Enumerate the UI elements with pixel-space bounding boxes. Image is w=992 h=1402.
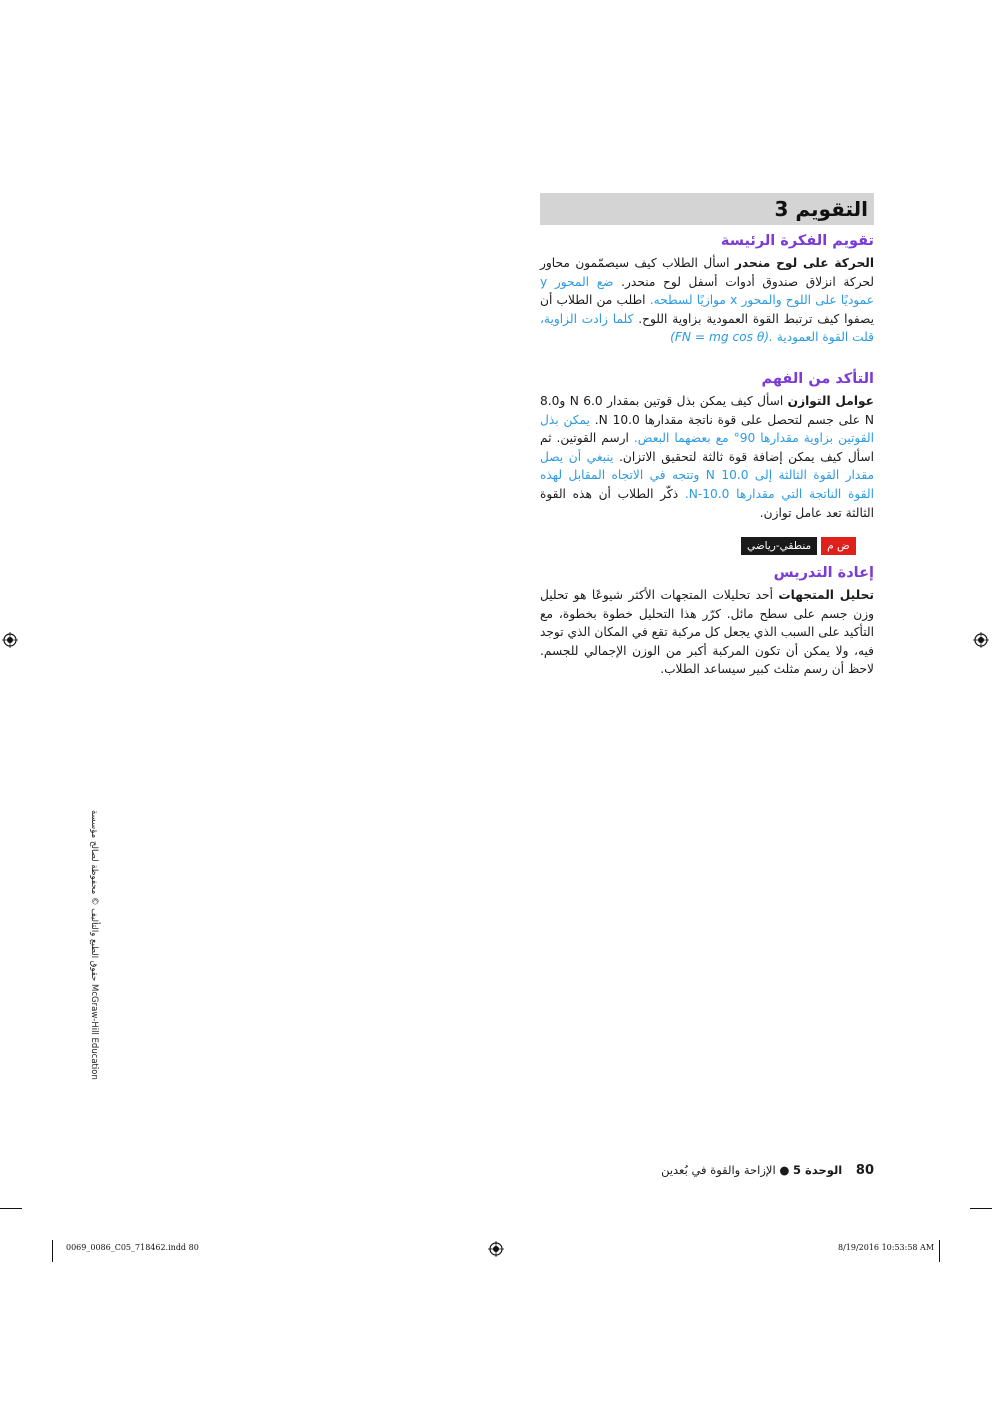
section-banner [540,193,874,225]
copyright-sidebar [89,810,109,1110]
check-understanding-heading: التأكد من الفهم [761,371,874,387]
registration-mark-icon [973,632,989,648]
reteach-term: تحليل المتجهات [778,588,874,602]
normal-force-formula: (FN = mg cos θ). [670,330,773,345]
unit-title: الإزاحة والقوة في بُعدين [661,1163,776,1177]
registration-mark-icon [488,1241,504,1257]
check-understanding-section [540,369,874,522]
section-title: التقويم 3 [774,197,868,221]
unit-label: الوحدة 5 [793,1163,843,1177]
main-idea-answer-2: كلما زادت الزاوية، قلت القوة العمودية [540,311,874,345]
learning-style-tags [741,537,856,555]
print-timestamp: 8/19/2016 10:53:58 AM [838,1243,935,1252]
main-idea-text-2: اطلب من الطلاب أن يصفوا كيف ترتبط القوة العمودية بزاوية اللوح. [540,293,874,326]
logical-math-tag: منطقي-رياضي [741,537,817,555]
check-understanding-term: عوامل التوازن [787,394,874,408]
main-idea-answer-1: ضع المحور y عموديًا على اللوح والمحور x موازيًا لسطحه. [540,274,874,308]
copyright-text: حقوق الطبع والتأليف © محفوظة لصالح مؤسسة McGraw-Hill Education [89,810,99,1080]
main-idea-term: الحركة على لوح منحدر [734,256,874,270]
reteach-text: أحد تحليلات المتجهات الأكثر شيوعًا هو تحليل وزن جسم على سطح مائل. كرّر هذا التحليل خطوة بخطوة، مع التأكيد على السبب الذي يجعل كل مركبة تقع في المكان الذي توجد فيه، ولا يمكن أن تكون المركبة أكبر من الوزن الإجمالي للجسم. لاحظ أن رسم مثلث كبير سيساعد الطلاب. [540,588,874,677]
check-understanding-answer-2: ينبغي أن يصل مقدار القوة الثالثة إلى 10.0 N وتتجه في الاتجاه المقابل لهذه القوة الناتجة التي مقدارها 10.0-N. [540,449,875,501]
crop-mark [970,1208,992,1209]
crop-mark [939,1240,940,1262]
main-idea-section [540,231,874,347]
reteach-heading: إعادة التدريس [773,565,874,581]
main-idea-heading: تقويم الفكرة الرئيسة [720,233,874,249]
main-idea-text-1: اسأل الطلاب كيف سيصمّمون محاور لحركة انزلاق صندوق أدوات أسفل لوح منحدر. [540,256,874,289]
main-idea-paragraph [540,254,874,347]
check-understanding-text-1: اسأل كيف يمكن بذل قوتين بمقدار 6.0 N و8.0 N على جسم لتحصل على قوة ناتجة مقدارها 10.0 N. [540,394,875,427]
page-footer [661,1163,874,1178]
registration-mark-icon [2,632,18,648]
check-understanding-text-2: ارسم القوتين. ثم اسأل كيف يمكن إضافة قوة ثالثة لتحقيق الاتزان. [540,431,874,464]
crop-mark [0,1208,22,1209]
print-file-name: 0069_0086_C05_718462.indd 80 [66,1243,199,1252]
check-understanding-text-3: ذكّر الطلاب أن هذه القوة الثالثة تعد عامل توازن. [540,486,874,520]
level-tag: ض م [821,537,856,555]
check-understanding-paragraph [540,392,874,522]
page-number: 80 [855,1163,874,1178]
bullet-icon: ● [775,1163,790,1177]
reteach-paragraph [540,586,874,679]
reteach-section [540,563,874,679]
check-understanding-answer-1: يمكن بذل القوتين بزاوية مقدارها 90° مع بعضهما البعض. [540,412,874,446]
crop-mark [52,1240,53,1262]
